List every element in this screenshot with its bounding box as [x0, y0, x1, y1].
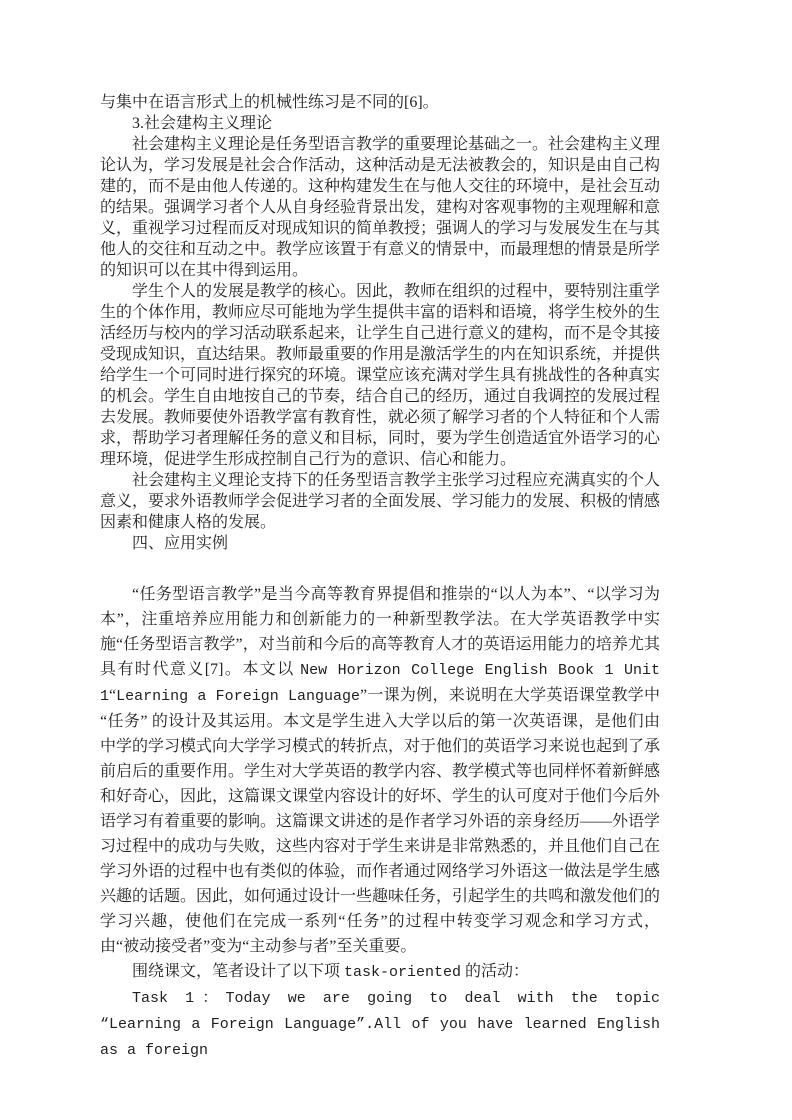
paragraph	[100, 134, 660, 281]
section-application	[100, 582, 660, 1063]
text-segment: 社会建构主义理论是任务型语言教学的重要理论基础之一。社会建构主义理论认为，学习发展是社会合作活动，这种活动是无法被教会的，知识是由自己构建的，而不是由他人传递的。这种构建发生在与他人交往的环境中，是社会互动的结果。强调学习者个人从自身经验背景出发，建构对客观事物的主观理解和意义，重视学习过程而反对现成知识的简单教授；强调人的学习与发展发生在与其他人的交往和互动之中。教学应该置于有意义的情景中，而最理想的情景是所学的知识可以在其中得到运用。	[100, 136, 661, 279]
paragraph	[100, 470, 660, 533]
text-segment: 3.社会建构主义理论	[132, 115, 273, 132]
text-segment: 学生个人的发展是教学的核心。因此，教师在组织的过程中，要特别注重学生的个体作用，教师应尽可能地为学生提供丰富的语料和语境，将学生校外的生活经历与校内的学习活动联系起来，让学生自己进行意义的建构，而不是令其接受现成知识，直达结果。教师最重要的作用是激活学生的内在知识系统，并提供给学生一个可同时进行探究的环境。课堂应该充满对学生具有挑战性的各种真实的机会。学生自由地按自己的节奏，结合自己的经历，通过自我调控的发展过程去发展。教师要使外语教学富有教育性，就必须了解学习者的个人特征和个人需求，帮助学习者理解任务的意义和目标，同时，要为学生创造适宜外语学习的心理环境，促进学生形成控制自己行为的意识、信心和能力。	[100, 283, 661, 468]
text-segment: 社会建构主义理论支持下的任务型语言教学主张学习过程应充满真实的个人意义，要求外语教师学会促进学习者的全面发展、学习能力的发展、积极的情感因素和健康人格的发展。	[100, 472, 661, 531]
text-segment: 围绕课文，笔者设计了以下项	[132, 963, 345, 980]
section-heading	[100, 113, 660, 134]
text-segment: ”一课为例，来说明在大学英语课堂教学中 “任务” 的设计及其运用。本文是学生进入大学以后的第一次英语课，是他们由中学的学习模式向大学学习模式的转折点，对于他们的英语学习来说也起到了承前启后的重要作用。学生对大学英语的教学内容、教学模式等也同样怀着新鲜感和好奇心，因此，这篇课文课堂内容设计的好坏、学生的认可度对于他们今后外语学习有着重要的影响。这篇课文讲述的是作者学习外语的亲身经历——外语学习过程中的成功与失败，这些内容对于学生来讲是非常熟悉的，并且他们自己在学习外语的过程中也有类似的体验，而作者通过网络学习外语这一做法是学生感兴趣的话题。因此，如何通过设计一些趣味任务，引起学生的共鸣和激发他们的学习兴趣，使他们在完成一系列“任务”的过程中转变学习观念和学习方式，由“被动接受者”变为“主动参与者”至关重要。	[100, 687, 661, 955]
text-segment: “	[109, 687, 117, 704]
latin-text-segment: New Horizon College English Book 1 Unit 1	[100, 662, 660, 705]
latin-text-segment: Task 1：Today we are going to deal with the topic “Learning a Foreign Language”.All of you have learned English as a foreign	[100, 990, 660, 1059]
latin-text-segment: task-oriented	[344, 964, 462, 981]
text-segment: “任务型语言教学”是当今高等教育界提倡和推崇的“以人为本”、“以学习为本”，注重培养应用能力和创新能力的一种新型教学法。在大学英语教学中实施“任务型语言教学”，对当前和今后的高等教育人才的英语运用能力的培养尤其具有时代意义[7]。本文以	[100, 586, 660, 678]
text-segment: 四、应用实例	[132, 535, 229, 552]
latin-text-segment: Learning a Foreign Language	[116, 688, 360, 705]
text-segment: 与集中在语言形式上的机械性练习是不同的[6]。	[100, 94, 439, 111]
text-segment: 的活动：	[461, 963, 530, 980]
section-theory	[100, 92, 660, 554]
paragraph	[100, 582, 660, 959]
paragraph	[100, 959, 660, 985]
paragraph	[100, 985, 660, 1063]
section-heading	[100, 533, 660, 554]
paragraph	[100, 281, 660, 470]
page-content	[100, 92, 660, 1063]
paragraph	[100, 92, 660, 113]
